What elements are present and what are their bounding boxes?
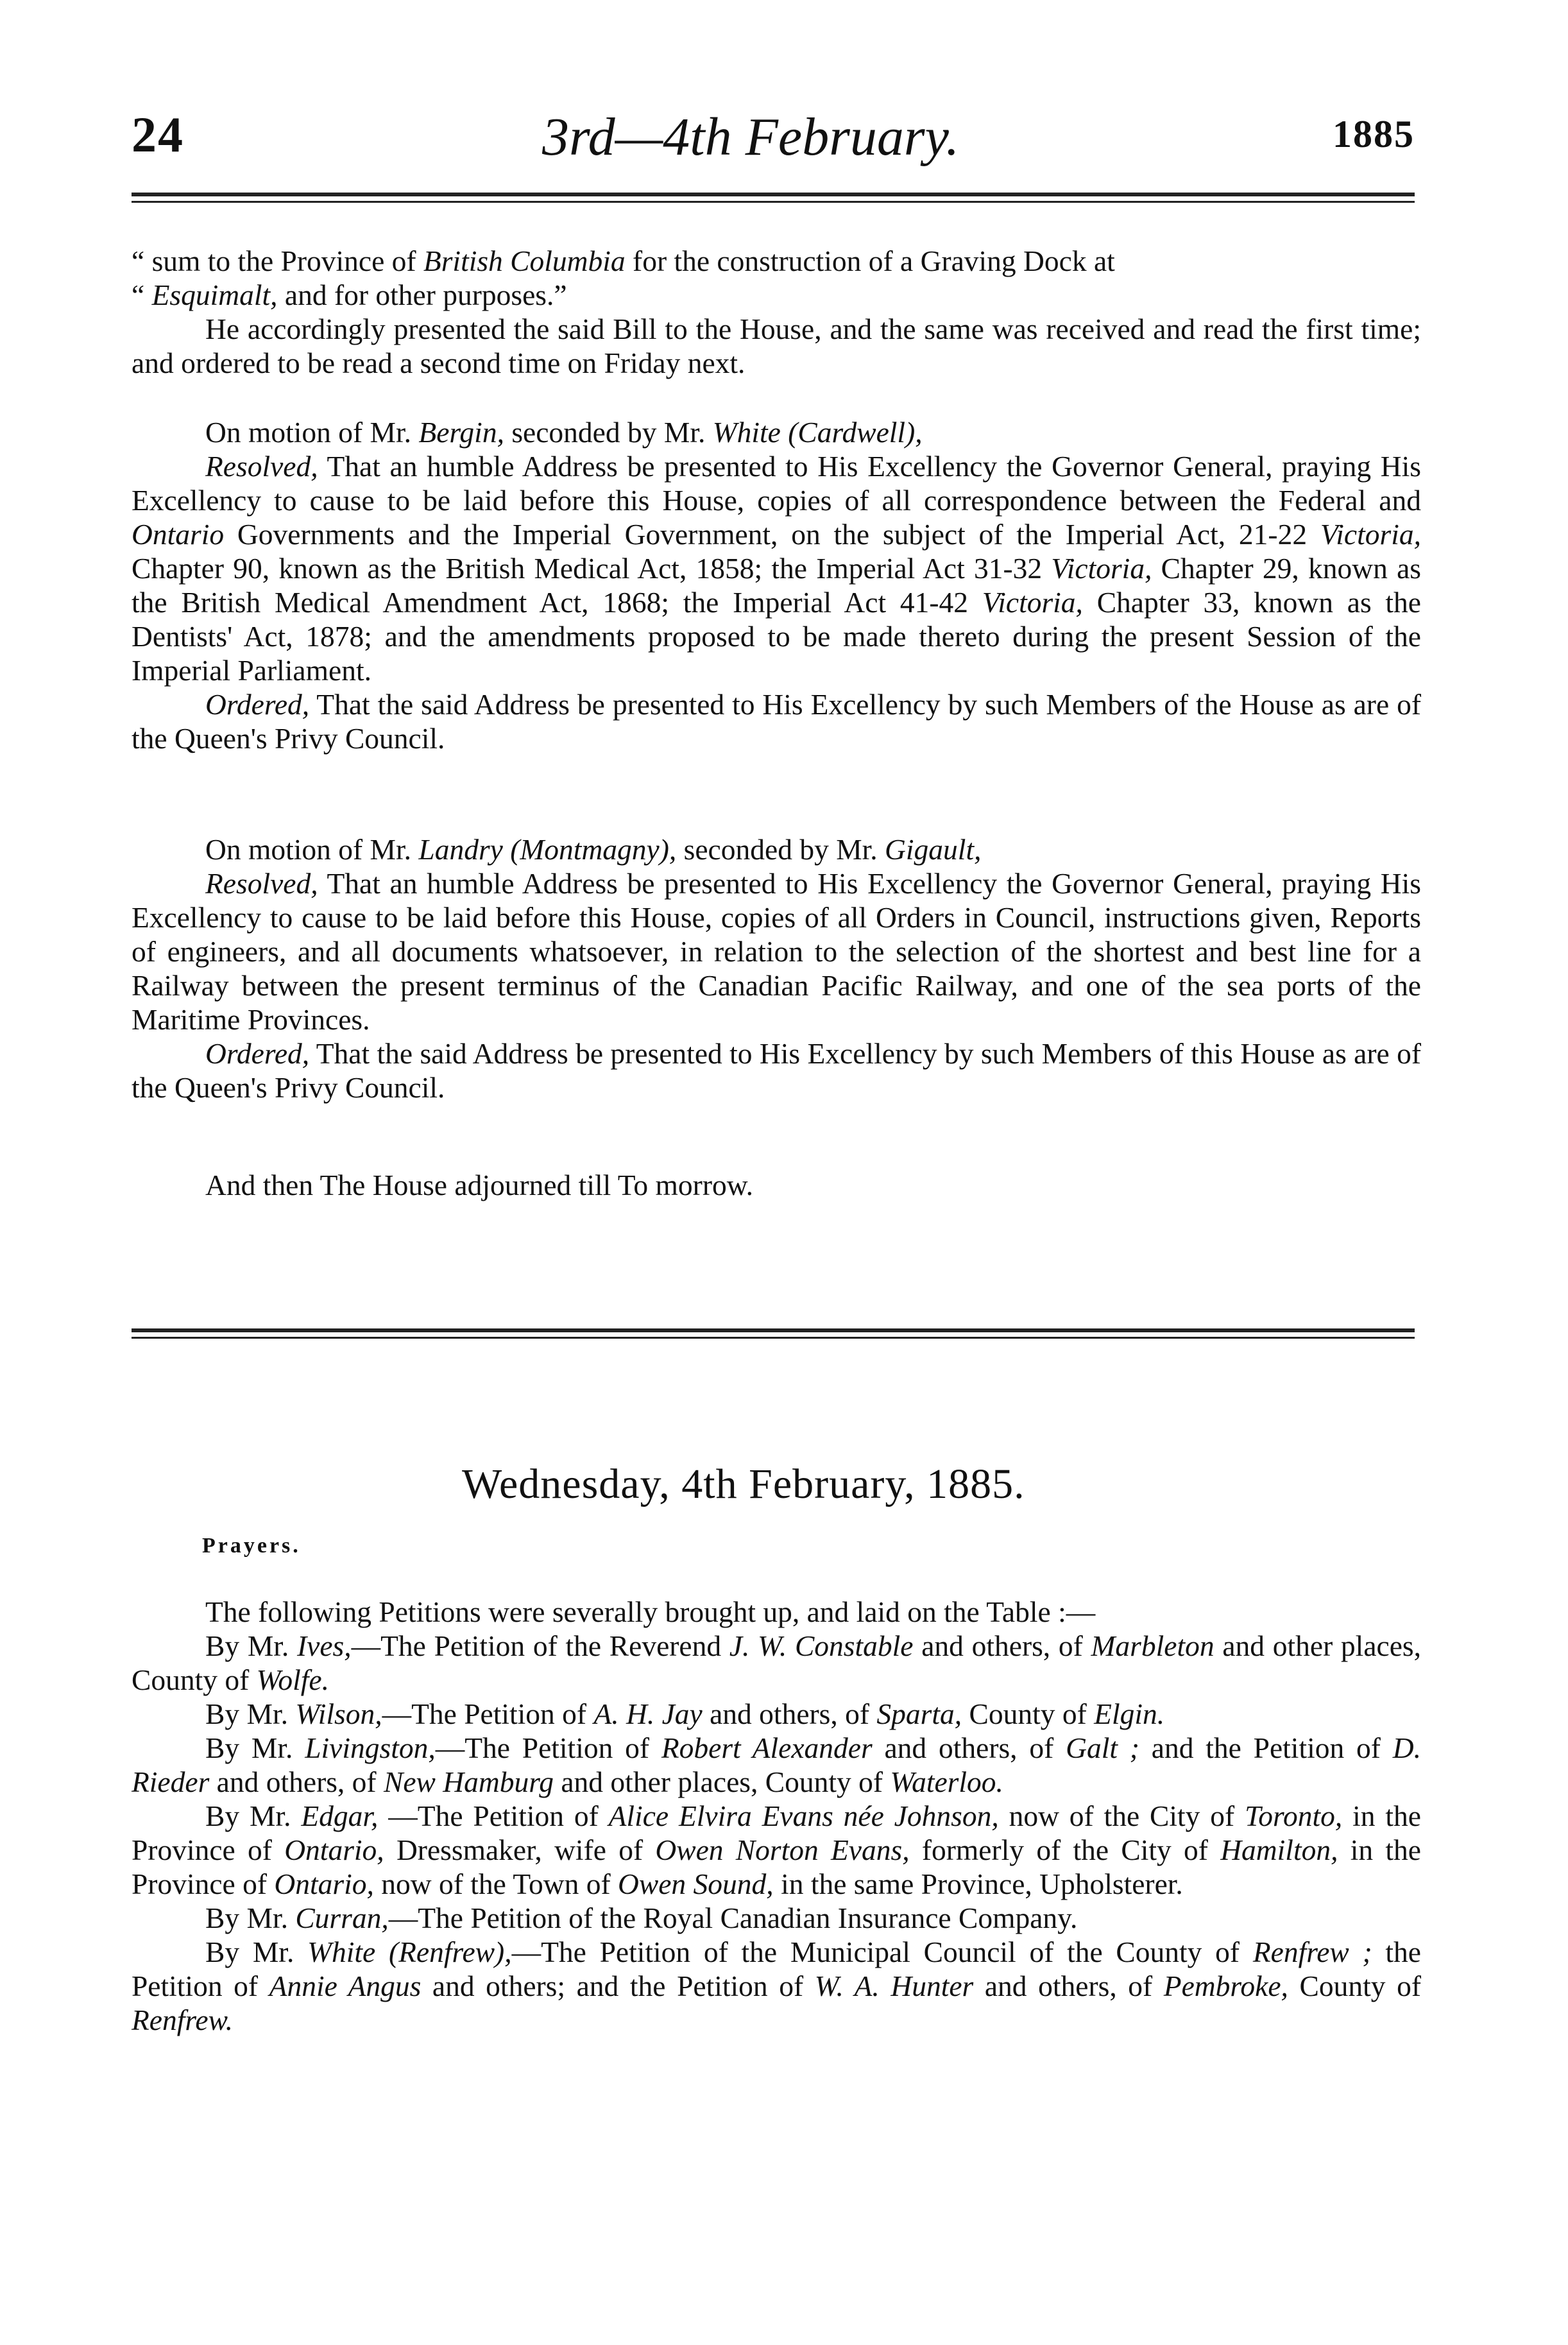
running-head: 3rd—4th February. [542, 107, 960, 167]
order-paragraph: Ordered, That the said Address be presented to His Excellency by such Members of this House as are of the Queen's Privy Council. [132, 1037, 1421, 1104]
petition-entry: By Mr. Ives,—The Petition of the Reverend J. W. Constable and others, of Marbleton and other places, County of Wolfe. [132, 1629, 1421, 1696]
motion-landry [132, 832, 1421, 1104]
adjournment-block [132, 1168, 1421, 1202]
page-number: 24 [132, 107, 184, 162]
resolution-paragraph: Resolved, That an humble Address be presented to His Excellency the Governor General, praying His Excellency to cause to be laid before this House, copies of all Orders in Council, instructions given, Reports of engineers, and all documents whatsoever, in relation to the selection of the shortest and best line for a Railway between the present terminus of the Canadian Pacific Railway, and one of the sea ports of the Maritime Provinces. [132, 867, 1421, 1036]
day-separator-rule [132, 1328, 1415, 1339]
petition-entry: By Mr. Wilson,—The Petition of A. H. Jay and others, of Sparta, County of Elgin. [205, 1697, 1165, 1730]
adjournment-line: And then The House adjourned till To morrow. [205, 1169, 754, 1201]
day-heading: Wednesday, 4th February, 1885. [462, 1461, 1025, 1508]
continuation-paragraph: He accordingly presented the said Bill to the House, and the same was received and read the first time; and ordered to be read a second time on Friday next. [132, 313, 1421, 379]
motion-bergin [132, 415, 1421, 755]
motion-intro: On motion of Mr. Landry (Montmagny), seconded by Mr. Gigault, [205, 833, 982, 866]
petitions-intro: The following Petitions were severally brought up, and laid on the Table :— [205, 1595, 1096, 1628]
petition-entry: By Mr. Curran,—The Petition of the Royal Canadian Insurance Company. [205, 1902, 1078, 1934]
header-rule [132, 193, 1415, 203]
header-year: 1885 [1333, 113, 1415, 155]
resolution-paragraph: Resolved, That an humble Address be presented to His Excellency the Governor General, praying His Excellency to cause to be laid before this House, copies of all correspondence between the Federal and Ontario Governments and the Imperial Government, on the subject of the Imperial Act, 21-22 Victoria, Chapter 90, known as the British Medical Act, 1858; the Imperial Act 31-32 Victoria, Chapter 29, known as the British Medical Amendment Act, 1868; the Imperial Act 41-42 Victoria, Chapter 33, known as the Dentists' Act, 1878; and the amendments proposed to be made thereto during the present Session of the Imperial Parliament. [132, 450, 1422, 687]
petition-entry: By Mr. Livingston,—The Petition of Robert Alexander and others, of Galt ; and the Petition of D. Rieder and others, of New Hamburg and other places, County of Waterloo. [132, 1731, 1421, 1798]
order-paragraph: Ordered, That the said Address be presented to His Excellency by such Members of the House as are of the Queen's Privy Council. [132, 688, 1421, 755]
prayers-label: Prayers. [202, 1534, 301, 1558]
petition-entry: By Mr. White (Renfrew),—The Petition of the Municipal Council of the County of Renfrew ; the Petition of Annie Angus and others; and the Petition of W. A. Hunter and others, of Pembroke, County of Renfrew. [132, 1936, 1422, 2036]
page-header [132, 106, 1415, 183]
continuation-block [132, 244, 1421, 380]
motion-intro: On motion of Mr. Bergin, seconded by Mr. White (Cardwell), [205, 416, 923, 449]
continuation-quote: “ sum to the Province of British Columbia for the construction of a Graving Dock at “ Esquimalt, and for other purposes.” [132, 245, 1115, 311]
petition-entry: By Mr. Edgar, —The Petition of Alice Elvira Evans née Johnson, now of the City of Toronto, in the Province of Ontario, Dressmaker, wife of Owen Norton Evans, formerly of the City of Hamilton, in the Province of Ontario, now of the Town of Owen Sound, in the same Province, Upholsterer. [132, 1800, 1421, 1900]
petitions-block [132, 1595, 1421, 2037]
